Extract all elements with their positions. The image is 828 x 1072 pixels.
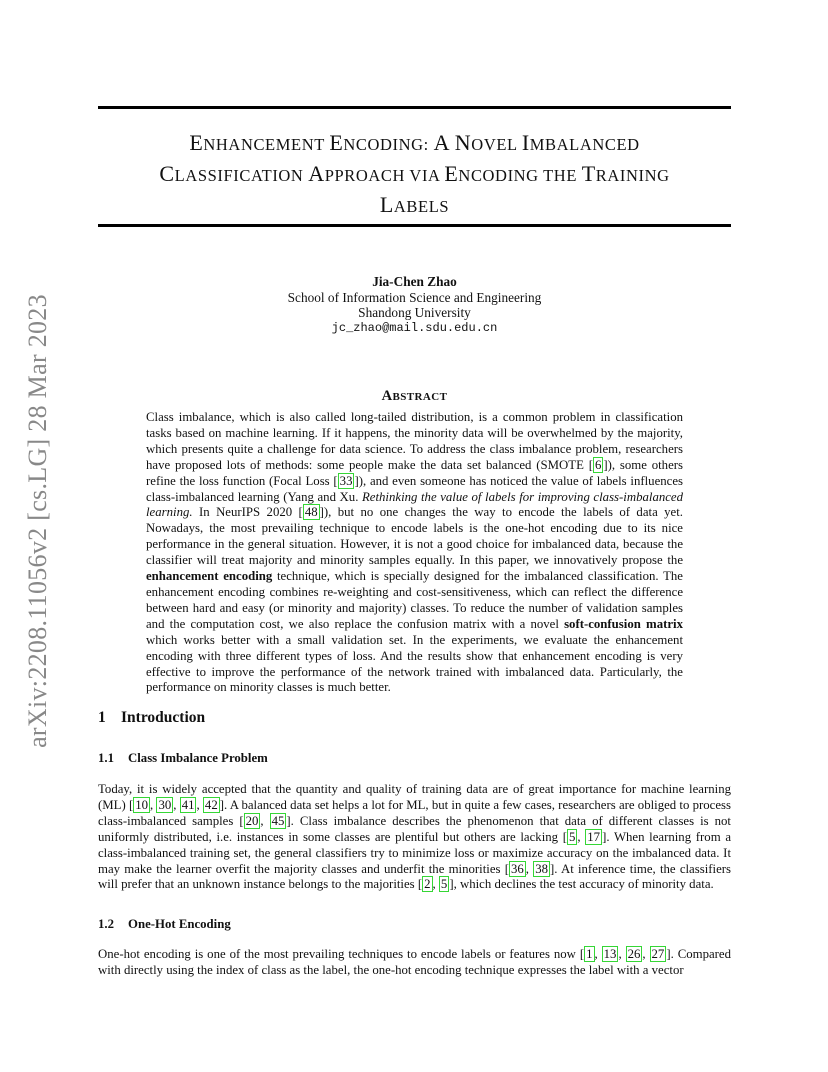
author-block: [98, 274, 731, 336]
citation-link[interactable]: 5: [568, 829, 576, 844]
subsection-title: Class Imbalance Problem: [128, 751, 268, 765]
citation-link[interactable]: 6: [594, 457, 602, 472]
citation-link[interactable]: 2: [424, 877, 431, 892]
subsection-heading-class-imbalance: [98, 751, 268, 766]
arxiv-identifier: arXiv:2208.11056v2 [cs.LG] 28 Mar 2023: [23, 294, 52, 748]
citation-link[interactable]: 20: [245, 813, 259, 828]
title-smallcaps: OVEL: [471, 135, 522, 154]
citation-link[interactable]: 13: [603, 947, 617, 961]
arxiv-sidebar: [20, 282, 56, 760]
title-smallcaps: NCODING:: [343, 135, 434, 154]
citation-link[interactable]: 27: [651, 947, 665, 961]
title-smallcaps: ABELS: [393, 197, 450, 216]
title-smallcaps: MBALANCED: [529, 135, 640, 154]
section-title: Introduction: [121, 709, 206, 726]
title-line-2: [98, 159, 731, 190]
citation-link[interactable]: 48: [304, 505, 318, 520]
title-capital: I: [521, 130, 530, 155]
paragraph-class-imbalance: Today, it is widely accepted that the quantity and quality of training data are of great importance for machine learning (ML) [ 10 , 30 , 41 , 42 ]. A balanced data set helps a lot for ML, but in quite a few cases, researchers are obliged to process class-imbalanced samples [ 20 , 45 ]. Class imbalance describes the phenomenon that data of different classes is not uniformly distributed, i.e. instances in some classes are plentiful but others are lacking [ 5 , 17 ]. When learning from a class-imbalanced training set, the general classifiers try to minimize loss or maximize accuracy on the imbalanced data. It may make the learner overfit the majority classes and underfit the minorities [ 36 , 38 ]. At inference time, the classifiers will prefer that an unknown instance belongs to the majorities [ 2 , 5 ], which declines the test accuracy of minority data.: [98, 782, 731, 892]
title-line-1: [98, 128, 731, 159]
author-affiliation: School of Information Science and Engineering: [287, 289, 542, 305]
title-smallcaps: NHANCEMENT: [203, 135, 330, 154]
citation-link[interactable]: 33: [339, 473, 353, 488]
title-capital: A: [308, 161, 325, 186]
title-line-3: [98, 190, 731, 221]
citation-link[interactable]: 45: [271, 813, 285, 828]
title-smallcaps: NCODING THE: [458, 166, 582, 185]
citation-link[interactable]: 36: [510, 861, 524, 876]
title-rule-bottom: [98, 224, 731, 227]
title-capital: T: [581, 161, 596, 186]
section-heading-introduction: [98, 709, 205, 727]
paper-title: [98, 128, 731, 221]
citation-link[interactable]: 42: [204, 797, 218, 812]
author-name: Jia-Chen Zhao: [372, 274, 457, 289]
author-email[interactable]: jc_zhao@mail.sdu.edu.cn: [331, 320, 498, 335]
subsection-number: 1.2: [98, 917, 114, 931]
paragraph-one-hot: One-hot encoding is one of the most prevailing techniques to encode labels or features now [ 1 , 13 , 26 , 27 ]. Compared with directly using the index of class as the label, the one-hot encoding technique expresses the label with a vector: [98, 947, 732, 977]
citation-link[interactable]: 10: [135, 797, 149, 812]
title-smallcaps: PPROACH VIA: [324, 166, 445, 185]
title-capital: A: [433, 130, 451, 155]
title-capital: E: [444, 161, 459, 186]
title-capital: E: [189, 130, 204, 155]
subsection-heading-one-hot: [98, 917, 231, 932]
citation-link[interactable]: 30: [158, 797, 172, 812]
citation-link[interactable]: 5: [440, 877, 448, 892]
title-capital: E: [329, 130, 344, 155]
bold-term: enhancement encoding: [146, 569, 273, 584]
abstract-heading-rest: BSTRACT: [392, 391, 448, 403]
title-capital: N: [454, 130, 472, 155]
bold-term: soft-confusion matrix: [564, 616, 683, 631]
abstract-heading-cap: A: [381, 388, 393, 404]
title-rule-top: [98, 106, 731, 109]
author-university: Shandong University: [358, 305, 471, 320]
citation-link[interactable]: 17: [587, 829, 601, 844]
title-smallcaps: LASSIFICATION: [174, 166, 309, 185]
subsection-number: 1.1: [98, 751, 114, 765]
subsection-title: One-Hot Encoding: [128, 917, 231, 931]
italic-reference: Rethinking the value of labels for improving class-imbalanced learning.: [146, 489, 683, 520]
title-capital: C: [159, 161, 175, 186]
title-smallcaps: RAINING: [595, 166, 670, 185]
citation-link[interactable]: 41: [181, 797, 195, 812]
abstract-text: Class imbalance, which is also called long-tailed distribution, is a common problem in classification tasks based on machine learning. If it happens, the minority data will be overwhelmed by the majority, which presents quite a challenge for data science. To address the class imbalance problem, researchers have proposed lots of methods: some people make the data set balanced (SMOTE [ 6 ]), some others refine the loss function (Focal Loss [ 33 ]), and even someone has noticed the value of labels influences class-imbalanced learning (Yang and Xu. Rethinking the value of labels for improving class-imbalanced learning. In NeurIPS 2020 [ 48 ]), but no one changes the way to encode the labels of data yet. Nowadays, the most prevailing technique to encode labels is the one-hot encoding due to its nice performance in the general situation. However, it is not a good choice for imbalanced data, because the classifier will treat majority and minority samples equally. In this paper, we innovatively propose the enhancement encoding technique, which is specially designed for the imbalanced classification. The enhancement encoding combines re-weighting and cost-sensitiveness, which can reflect the difference between hard and easy (or minority and majority) classes. To reduce the number of validation samples and the computation cost, we also replace the confusion matrix with a novel soft-confusion matrix which works better with a small validation set. In the experiments, we evaluate the enhancement encoding with three different types of loss. And the results show that enhancement encoding is very effective to improve the performance of the network trained with imbalanced data. Particularly, the performance on minority classes is much better.: [146, 410, 683, 695]
citation-link[interactable]: 38: [535, 861, 548, 876]
section-number: 1: [98, 709, 106, 726]
abstract-heading: [98, 387, 731, 405]
citation-link[interactable]: 26: [627, 947, 641, 961]
title-capital: L: [379, 192, 394, 217]
citation-link[interactable]: 1: [586, 947, 593, 961]
